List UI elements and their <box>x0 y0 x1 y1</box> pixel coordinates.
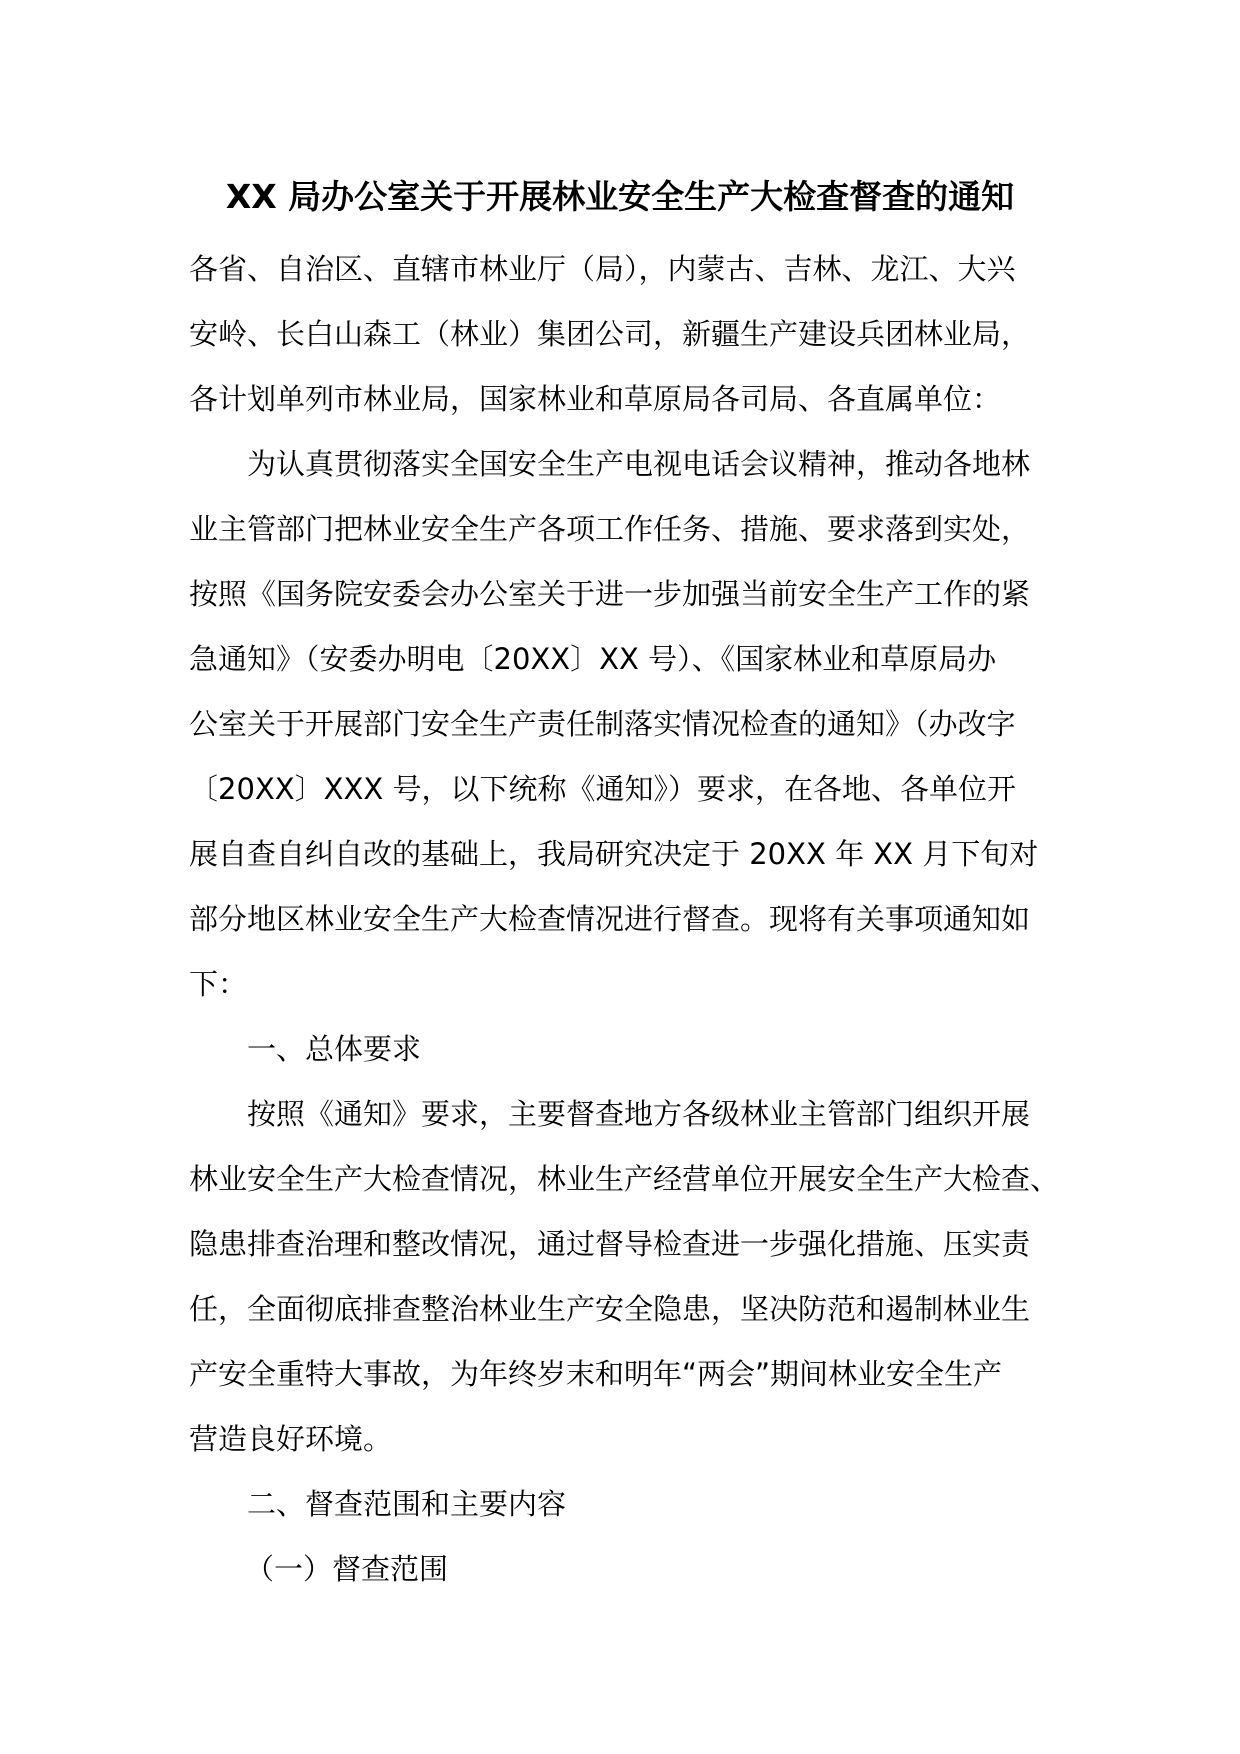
paragraph-line: 任，全面彻底排查整治林业生产安全隐患，坚决防范和遏制林业生 <box>189 1292 1031 1326</box>
salutation-line-3: 各计划单列市林业局，国家林业和草原局各司局、各直属单位： <box>189 382 1002 416</box>
paragraph-line: 为认真贯彻落实全国安全生产电视电话会议精神，推动各地林 <box>247 447 1031 481</box>
document-title: XX 局办公室关于开展林业安全生产大检查督查的通知 <box>225 177 1015 216</box>
salutation-line-1: 各省、自治区、直辖市林业厅（局），内蒙古、吉林、龙江、大兴 <box>189 252 1016 286</box>
paragraph-line: 隐患排查治理和整改情况，通过督导检查进一步强化措施、压实责 <box>189 1227 1031 1261</box>
section-heading: 二、督查范围和主要内容 <box>247 1487 567 1521</box>
paragraph-line: 下： <box>189 967 248 1001</box>
section-heading: 一、总体要求 <box>247 1032 422 1066</box>
paragraph-line: 部分地区林业安全生产大检查情况进行督查。现将有关事项通知如 <box>189 902 1031 936</box>
salutation-line-2: 安岭、长白山森工（林业）集团公司，新疆生产建设兵团林业局， <box>189 317 1031 351</box>
paragraph-line: 〔20XX〕XXX 号，以下统称《通知》）要求，在各地、各单位开 <box>189 772 1016 806</box>
paragraph-line: 展自查自纠自改的基础上，我局研究决定于 20XX 年 XX 月下旬对 <box>189 837 1039 871</box>
paragraph-line: 产安全重特大事故，为年终岁末和明年“两会”期间林业安全生产 <box>189 1357 1003 1391</box>
paragraph-line: 按照《国务院安委会办公室关于进一步加强当前安全生产工作的紧 <box>189 577 1031 611</box>
paragraph-line: 营造良好环境。 <box>189 1422 393 1456</box>
paragraph-line: 公室关于开展部门安全生产责任制落实情况检查的通知》（办改字 <box>189 707 1016 741</box>
paragraph-line: 按照《通知》要求，主要督查地方各级林业主管部门组织开展 <box>247 1097 1031 1131</box>
paragraph-line: 林业安全生产大检查情况，林业生产经营单位开展安全生产大检查、 <box>189 1162 1060 1196</box>
document-body <box>189 237 1069 1602</box>
paragraph-line: 业主管部门把林业安全生产各项工作任务、措施、要求落到实处， <box>189 512 1031 546</box>
paragraph-line: 急通知》（安委办明电〔20XX〕XX 号）、《国家林业和草原局办 <box>189 642 997 676</box>
subsection-heading: （一）督查范围 <box>245 1552 449 1586</box>
